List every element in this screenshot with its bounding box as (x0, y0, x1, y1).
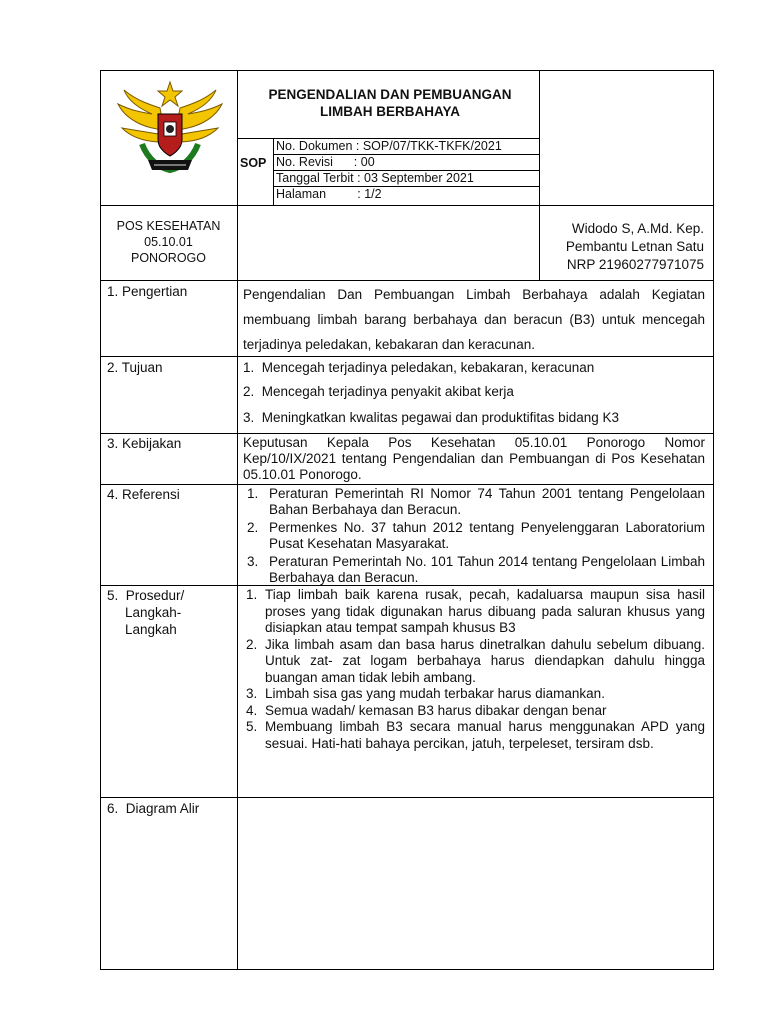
item-number: 2. (247, 520, 259, 535)
item-number: 1. (246, 587, 258, 602)
section-label-tujuan: 2. Tujuan (107, 360, 163, 375)
prosedur-item (243, 637, 705, 687)
revision-number: No. Revisi : 00 (276, 155, 375, 169)
section-label-referensi: 4. Referensi (107, 487, 180, 502)
label-line: Langkah (125, 622, 177, 637)
item-number: 3. (246, 686, 258, 701)
rule (100, 484, 714, 485)
prosedur-item (243, 686, 705, 703)
tujuan-item: 1. Mencegah terjadinya peledakan, kebakaran, keracunan (243, 360, 595, 375)
sop-label: SOP (240, 156, 267, 170)
section-text-kebijakan: Keputusan Kepala Pos Kesehatan 05.10.01 Ponorogo Nomor Kep/10/IX/2021 tentang Pengendalian dan Pembuangan di Pos Kesehatan 05.10.01 Ponorogo. (243, 435, 705, 482)
signer-rank: Pembantu Letnan Satu (565, 239, 704, 254)
rule (100, 433, 714, 434)
item-text: Peraturan Pemerintah No. 101 Tahun 2014 tentang Pengelolaan Limbah Berbahaya dan Beracun. (269, 554, 705, 585)
referensi-item (243, 554, 705, 586)
title-line: LIMBAH BERBAHAYA (319, 104, 461, 119)
item-text: Membuang limbah B3 secara manual harus menggunakan APD yang sesuai. Hati-hati bahaya percikan, jatuh, terpeleset, tersiram dsb. (265, 719, 705, 751)
prosedur-list (243, 587, 705, 752)
section-label-pengertian: 1. Pengertian (107, 284, 188, 299)
tujuan-item: 2. Mencegah terjadinya penyakit akibat kerja (243, 384, 514, 399)
referensi-list (243, 486, 705, 586)
sop-document (100, 70, 714, 970)
signer-block (539, 220, 714, 274)
prosedur-item (243, 587, 705, 637)
doc-number: No. Dokumen : SOP/07/TKK-TKFK/2021 (276, 139, 502, 153)
rule (237, 70, 238, 970)
section-label-diagram: 6. Diagram Alir (107, 801, 200, 816)
item-number: 2. (246, 636, 258, 652)
issue-date: Tanggal Terbit : 03 September 2021 (276, 171, 474, 185)
signer-nrp: NRP 21960277971075 (566, 257, 704, 272)
institution-line: POS KESEHATAN (116, 219, 221, 233)
item-text: Jika limbah asam dan basa harus dinetralkan dahulu sebelum dibuang. Untuk zat- zat logam berbahaya harus diendapkan dahulu hingga buangan aman tidak lebih ambang. (265, 636, 705, 685)
rule (100, 280, 714, 281)
item-text: Semua wadah/ kemasan B3 harus dibakar dengan benar (265, 702, 607, 718)
document-title (240, 86, 540, 120)
military-emblem-logo (108, 80, 232, 180)
prosedur-item (243, 719, 705, 752)
label-line: 5. Prosedur/ (107, 588, 185, 603)
item-number: 3. (247, 554, 259, 569)
institution-line: 05.10.01 (144, 235, 193, 249)
item-text: Limbah sisa gas yang mudah terbakar harus diamankan. (265, 686, 605, 701)
rule (100, 797, 714, 798)
signer-name: Widodo S, A.Md. Kep. (571, 221, 704, 236)
label-line: Langkah- (125, 605, 182, 620)
item-number: 4. (246, 702, 258, 718)
item-text: Permenkes No. 37 tahun 2012 tentang Penyelenggaran Laboratorium Pusat Kesehatan Masyarakat. (269, 520, 705, 551)
page-number: Halaman : 1/2 (276, 187, 382, 201)
rule (273, 138, 274, 205)
item-text: Peraturan Pemerintah RI Nomor 74 Tahun 2001 tentang Pengelolaan Bahan Berbahaya dan Beracun. (269, 486, 705, 517)
item-text: Tiap limbah baik karena rusak, pecah, kadaluarsa maupun sisa hasil proses yang tidak digunakan harus dibuang pada saluran khusus yang disiapkan atau tempat sampah khusus B3 (265, 587, 705, 635)
institution-line: PONOROGO (130, 251, 206, 265)
prosedur-item (243, 703, 705, 720)
referensi-item (243, 486, 705, 518)
item-number: 1. (247, 486, 259, 501)
referensi-item (243, 520, 705, 552)
rule (100, 205, 714, 206)
section-text-pengertian: Pengendalian Dan Pembuangan Limbah Berbahaya adalah Kegiatan membuang limbah barang berbahaya dan beracun (B3) untuk mencegah terjadinya peledakan, kebakaran dan keracunan. (243, 287, 705, 352)
tujuan-item: 3. Meningkatkan kwalitas pegawai dan produktifitas bidang K3 (243, 410, 619, 425)
section-label-prosedur (107, 587, 184, 638)
institution-block (100, 218, 237, 266)
item-number: 5. (246, 719, 258, 734)
title-line: PENGENDALIAN DAN PEMBUANGAN (268, 87, 512, 102)
section-label-kebijakan: 3. Kebijakan (107, 436, 182, 451)
